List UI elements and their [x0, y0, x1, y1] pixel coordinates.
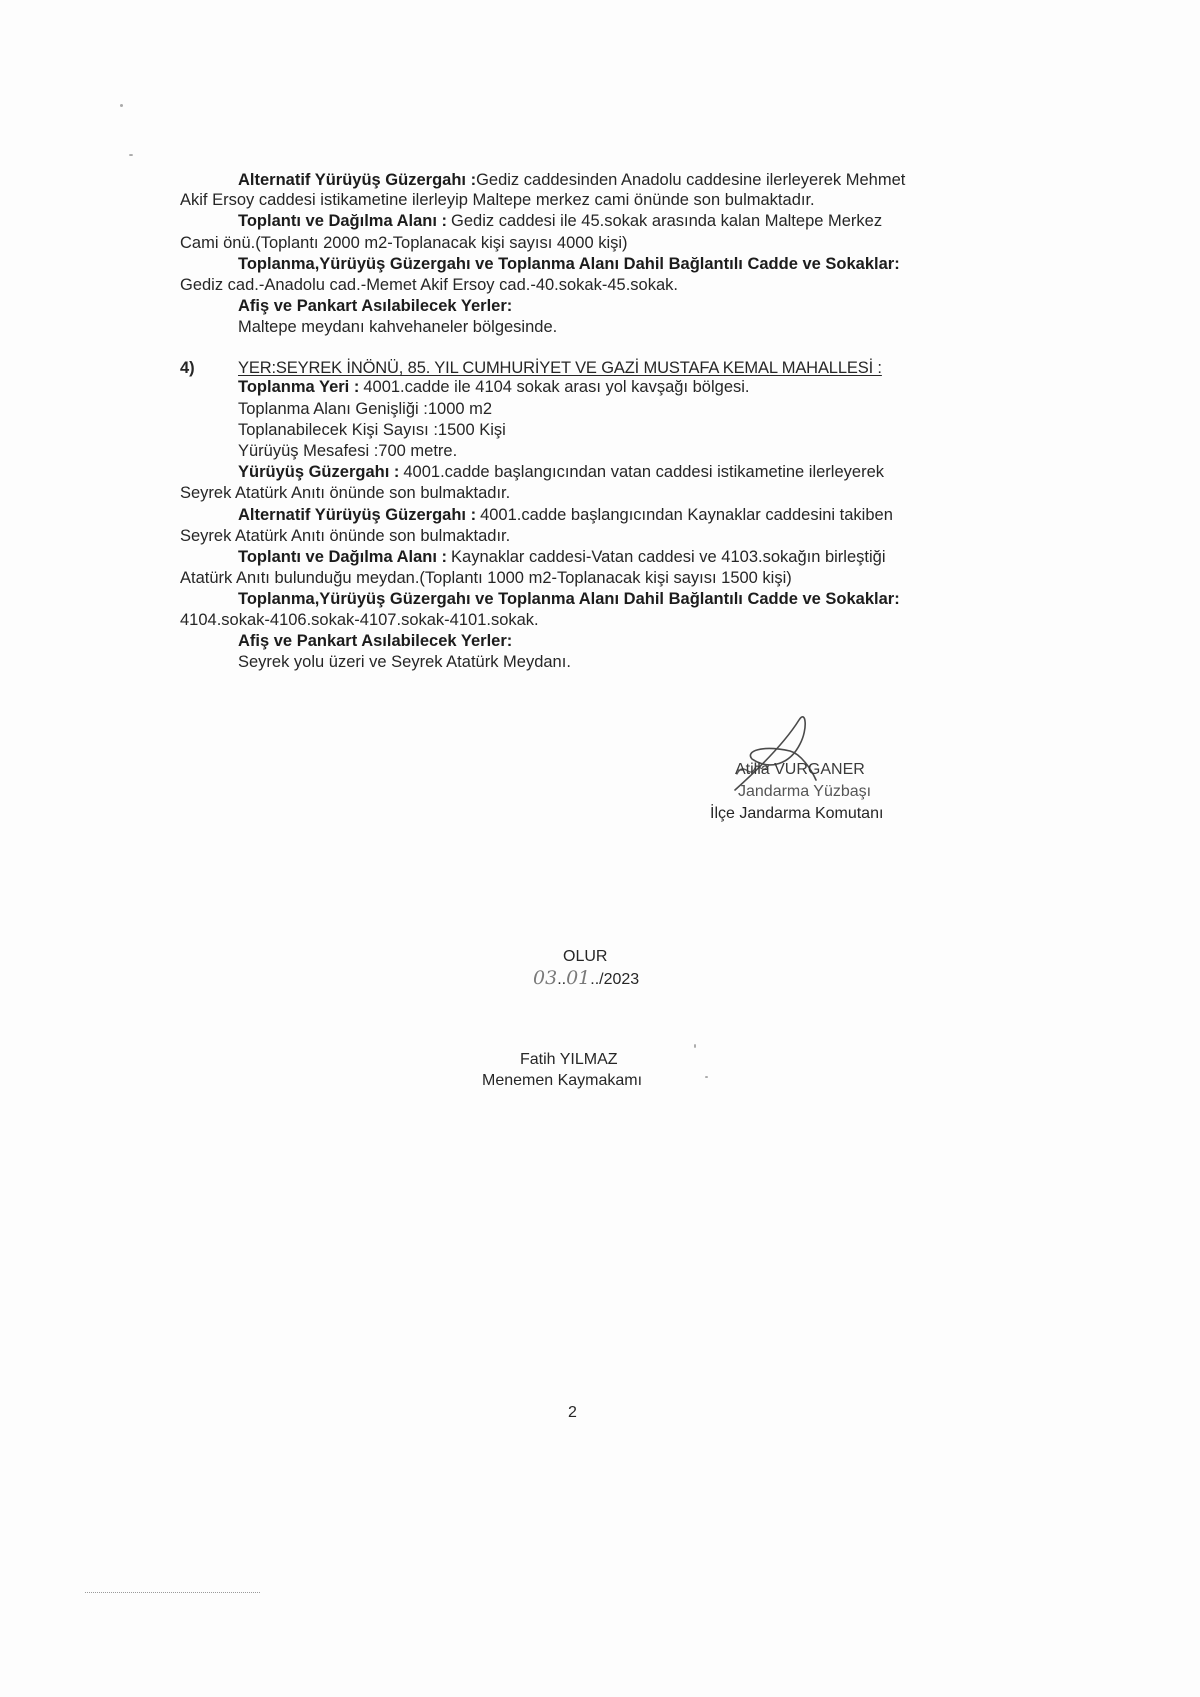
s4-meeting-area-line-1 — [238, 547, 886, 567]
approver-name: Fatih YILMAZ — [520, 1051, 618, 1068]
s4-route-text: 4001.cadde başlangıcından vatan caddesi istikametine ilerleyerek — [403, 463, 884, 481]
s4-distance: Yürüyüş Mesafesi :700 metre. — [238, 442, 458, 460]
s4-connected-streets-text: 4104.sokak-4106.sokak-4107.sokak-4101.sokak. — [180, 611, 539, 629]
signatory-rank: Jandarma Yüzbaşı — [738, 783, 872, 800]
s4-connected-streets-label: Toplanma,Yürüyüş Güzergahı ve Toplanma Alanı Dahil Bağlantılı Cadde ve Sokaklar: — [238, 590, 900, 608]
s3-connected-streets-text: Gediz cad.-Anadolu cad.-Memet Akif Ersoy cad.-40.sokak-45.sokak. — [180, 276, 678, 294]
scan-speck — [120, 104, 123, 107]
approval-month-handwritten: 01 — [566, 967, 591, 989]
s4-heading: YER:SEYREK İNÖNÜ, 85. YIL CUMHURİYET VE GAZİ MUSTAFA KEMAL MAHALLESİ : — [238, 359, 882, 377]
approval-label: OLUR — [563, 948, 608, 965]
s3-posters-text: Maltepe meydanı kahvehaneler bölgesinde. — [238, 318, 558, 336]
s4-number: 4) — [180, 359, 195, 377]
s4-alt-route-label: Alternatif Yürüyüş Güzergahı : — [238, 506, 477, 524]
s4-posters-text: Seyrek yolu üzeri ve Seyrek Atatürk Meydanı. — [238, 653, 571, 671]
s3-meeting-area-line-1 — [238, 211, 882, 231]
s4-gathering-place-line — [238, 377, 750, 397]
s3-meeting-area-line-2: Cami önü.(Toplantı 2000 m2-Toplanacak kişi sayısı 4000 kişi) — [180, 234, 628, 252]
s4-route-line-2: Seyrek Atatürk Anıtı önünde son bulmaktadır. — [180, 484, 511, 502]
approval-date-year: ../2023 — [590, 971, 640, 988]
s4-area-size: Toplanma Alanı Genişliği :1000 m2 — [238, 400, 493, 418]
s3-posters-label: Afiş ve Pankart Asılabilecek Yerler: — [238, 297, 513, 315]
s4-route-line-1 — [238, 462, 884, 482]
scan-speck — [129, 154, 133, 156]
s3-connected-streets-label: Toplanma,Yürüyüş Güzergahı ve Toplanma Alanı Dahil Bağlantılı Cadde ve Sokaklar: — [238, 255, 900, 273]
s3-alt-route-text: Gediz caddesinden Anadolu caddesine ilerleyerek Mehmet — [476, 171, 906, 189]
s4-posters-label: Afiş ve Pankart Asılabilecek Yerler: — [238, 632, 513, 650]
s3-alt-route-line-2: Akif Ersoy caddesi istikametine ilerleyip Maltepe merkez cami önünde son bulmaktadır. — [180, 191, 815, 209]
s4-alt-route-line-1 — [238, 505, 893, 525]
approval-date — [533, 968, 639, 990]
s4-capacity: Toplanabilecek Kişi Sayısı :1500 Kişi — [238, 421, 506, 439]
s3-meeting-area-text: Gediz caddesi ile 45.sokak arasında kalan Maltepe Merkez — [451, 212, 883, 230]
s4-alt-route-line-2: Seyrek Atatürk Anıtı önünde son bulmaktadır. — [180, 527, 511, 545]
footer-dotted-rule — [85, 1592, 260, 1593]
s4-route-label: Yürüyüş Güzergahı : — [238, 463, 400, 481]
approver-title: Menemen Kaymakamı — [482, 1072, 643, 1089]
s3-alt-route-label: Alternatif Yürüyüş Güzergahı : — [238, 171, 477, 189]
approval-date-separator: .. — [557, 971, 567, 988]
scan-speck — [694, 1044, 696, 1048]
scan-speck — [705, 1076, 708, 1078]
signatory-name: Atilla VURGANER — [735, 761, 865, 778]
s4-meeting-area-label: Toplantı ve Dağılma Alanı : — [238, 548, 448, 566]
s3-alt-route-line-1 — [238, 170, 905, 190]
s4-alt-route-text: 4001.cadde başlangıcından Kaynaklar caddesini takiben — [480, 506, 893, 524]
s3-meeting-area-label: Toplantı ve Dağılma Alanı : — [238, 212, 448, 230]
s4-gathering-place-text: 4001.cadde ile 4104 sokak arası yol kavşağı bölgesi. — [363, 378, 750, 396]
s4-gathering-place-label: Toplanma Yeri : — [238, 378, 360, 396]
s4-meeting-area-text: Kaynaklar caddesi-Vatan caddesi ve 4103.sokağın birleştiği — [451, 548, 886, 566]
page-number: 2 — [568, 1404, 577, 1421]
signatory-title: İlçe Jandarma Komutanı — [710, 805, 884, 822]
s4-meeting-area-line-2: Atatürk Anıtı bulunduğu meydan.(Toplantı 1000 m2-Toplanacak kişi sayısı 1500 kişi) — [180, 569, 792, 587]
approval-day-handwritten: 03 — [533, 967, 558, 989]
